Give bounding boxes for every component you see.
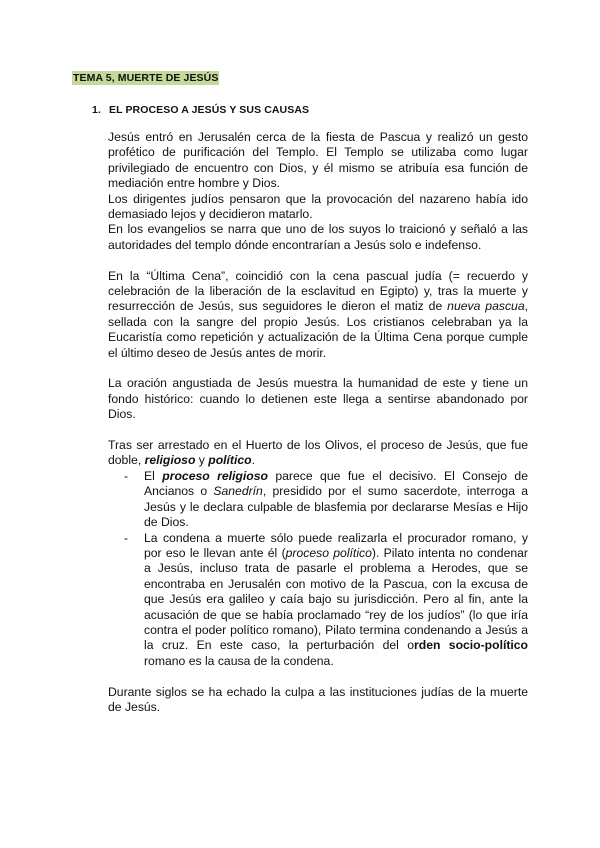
section-heading-text: EL PROCESO A JESÚS Y SUS CAUSAS [109, 104, 310, 116]
spacer [108, 669, 528, 684]
text-run: , sellada con la sangre del propio Jesús. Los cristianos celebraban ya la Eucaristía como repetición y actualización de la Última Cena porque cumple el último deseo de Jesús antes de morir. [108, 299, 528, 360]
text-run: Tras ser arrestado en el Huerto de los Olivos, el proceso de Jesús, que fue doble, [108, 438, 528, 468]
list-item [108, 531, 528, 670]
text-run: El [144, 468, 163, 483]
paragraph-last-supper [108, 269, 528, 361]
italic-text: nueva pascua [447, 299, 525, 314]
paragraph-blame: Durante siglos se ha echado la culpa a las instituciones judías de la muerte de Jesús. [108, 684, 528, 714]
paragraph-prayer: La oración angustiada de Jesús muestra la humanidad de este y tiene un fondo histórico: cuando lo detienen este llega a sentirse abandonado por Dios. [108, 376, 528, 422]
text-run: parece que fue el decisivo. El Consejo de Ancianos o [144, 468, 528, 499]
list-item [108, 469, 528, 531]
text-run: , presidido por el sumo sacerdote, interroga a Jesús y le declara culpable de blasfemia por declararse Mesías e Hijo de Dios. [144, 484, 528, 530]
paragraph-entry-jerusalem: Jesús entró en Jerusalén cerca de la fiesta de Pascua y realizó un gesto profético de purificación del Templo. El Templo se utilizaba como lugar privilegiado de encuentro con Dios, y él mismo se atribuía esa función de mediación entre hombre y Dios. [108, 130, 528, 191]
bullet-dash: - [124, 468, 129, 483]
paragraph-arrest [108, 438, 528, 469]
bold-italic-text: proceso religioso [162, 468, 268, 483]
italic-text: proceso político [285, 545, 372, 560]
paragraph-jewish-leaders: Los dirigentes judíos pensaron que la provocación del nazareno había ido demasiado lejos y decidieron matarlo. [108, 191, 528, 222]
text-run: En la “Última Cena”, coincidió con la cena pascual judía (= recuerdo y celebración de la liberación de la esclavitud en Egipto) y, tras la muerte y resurrección de Jesús, sus seguidores le dieron el matiz de [108, 268, 528, 314]
document-title: TEMA 5, MUERTE DE JESÚS [73, 72, 219, 84]
italic-text: Sanedrín [213, 484, 263, 499]
bold-text: rden socio-político [414, 638, 529, 653]
paragraph-betrayal: En los evangelios se narra que uno de los suyos lo traicionó y señaló a las autoridades del templo dónde encontrarían a Jesús solo e indefenso. [108, 222, 528, 252]
text-run: ). Pilato intenta no condenar a Jesús, incluso trata de pasarle el problema a Herodes, que se encontraba en Jerusalén con motivo de la Pascua, con la excusa de que Jesús era galileo y caía bajo su jurisdicción. Pero al fin, ante la acusación de que se había proclamado “rey de los judíos” (lo que iría contra el poder político romano), Pilato termina condenando a Jesús a la cruz. En este caso, la perturbación del o [144, 545, 528, 653]
bold-italic-text: religioso [144, 453, 196, 468]
spacer [108, 253, 528, 268]
document-body [108, 130, 528, 715]
text-run: La condena a muerte sólo puede realizarla el procurador romano, y por eso le llevan ante él ( [144, 530, 528, 560]
bullet-dash: - [124, 530, 129, 545]
text-run: romano es la causa de la condena. [144, 653, 334, 668]
spacer [108, 423, 528, 438]
text-run: . [251, 453, 255, 468]
text-run: y [195, 453, 209, 468]
section-number: 1. [92, 104, 101, 116]
section-heading [92, 103, 309, 117]
bold-italic-text: político [208, 453, 252, 468]
spacer [108, 361, 528, 376]
bullet-list [108, 469, 528, 669]
